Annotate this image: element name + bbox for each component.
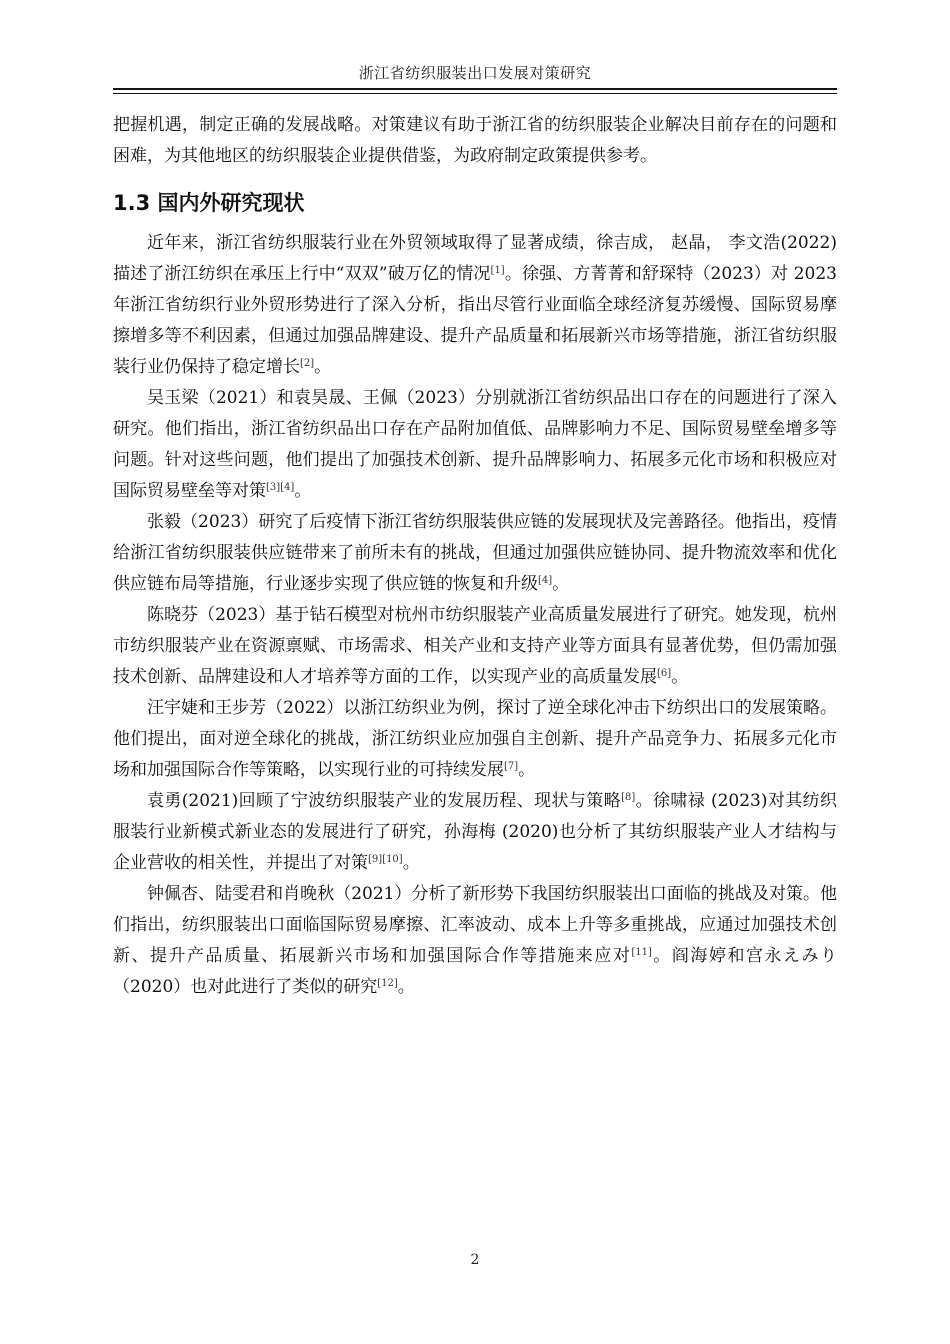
page-body: [113, 110, 837, 1003]
paragraph-text: 袁勇(2021)回顾了宁波纺织服装产业的发展历程、现状与策略: [147, 791, 622, 811]
paragraph-1: [113, 228, 837, 383]
paragraph-4: [113, 600, 837, 693]
citation-ref[interactable]: [12]: [377, 978, 398, 989]
paragraph-text: 把握机遇，制定正确的发展战略。对策建议有助于浙江省的纺织服装企业解决目前存在的问题和困难，为其他地区的纺织服装企业提供借鉴，为政府制定政策提供参考。: [113, 115, 837, 166]
paragraph-text: 。徐强、方菁菁和舒琛特（2023）对 2023 年浙江省纺织行业外贸形势进行了深入分析，指出尽管行业面临全球经济复苏缓慢、国际贸易摩擦增多等不利因素，但通过加强品牌建设、提升产品质量和拓展新兴市场等措施，浙江省纺织服装行业仍保持了稳定增长: [113, 264, 837, 377]
citation-ref[interactable]: [9][10]: [368, 854, 403, 865]
page-header-title: 浙江省纺织服装出口发展对策研究: [358, 64, 592, 82]
paragraph-text: 近年来，浙江省纺织服装行业在外贸领域取得了显著成绩，徐吉成， 赵晶， 李文浩(2022)描述了浙江纺织在承压上行中“双双”破万亿的情况: [113, 233, 837, 284]
paragraph-text: 。: [314, 357, 332, 377]
paragraph-text: 吴玉梁（2021）和袁昊晟、王佩（2023）分别就浙江省纺织品出口存在的问题进行了深入研究。他们指出，浙江省纺织品出口存在产品附加值低、品牌影响力不足、国际贸易壁垒增多等问题。针对这些问题，他们提出了加强技术创新、提升品牌影响力、拓展多元化市场和积极应对国际贸易壁垒等对策: [113, 388, 837, 501]
paragraph-text: 。徐啸禄 (2023)对其纺织服装行业新模式新业态的发展进行了研究，孙海梅 (2020)也分析了其纺织服装产业人才结构与企业营收的相关性，并提出了对策: [113, 791, 837, 873]
page-number: 2: [470, 1252, 480, 1268]
paragraph-2: [113, 383, 837, 507]
paragraph-7: [113, 879, 837, 1003]
paragraph-text: 汪宇婕和王步芳（2022）以浙江纺织业为例，探讨了逆全球化冲击下纺织出口的发展策略。他们提出，面对逆全球化的挑战，浙江纺织业应加强自主创新、提升产品竞争力、拓展多元化市场和加强国际合作等策略，以实现行业的可持续发展: [113, 698, 837, 780]
paragraph-text: 陈晓芬（2023）基于钻石模型对杭州市纺织服装产业高质量发展进行了研究。她发现，杭州市纺织服装产业在资源禀赋、市场需求、相关产业和支持产业等方面具有显著优势，但仍需加强技术创新、品牌建设和人才培养等方面的工作，以实现产业的高质量发展: [113, 605, 837, 687]
header-rule-thick: [113, 88, 837, 90]
paragraph-text: 张毅（2023）研究了后疫情下浙江省纺织服装供应链的发展现状及完善路径。他指出，疫情给浙江省纺织服装供应链带来了前所未有的挑战，但通过加强供应链协同、提升物流效率和优化供应链布局等措施，行业逐步实现了供应链的恢复和升级: [113, 512, 837, 594]
header-rule-thin: [113, 93, 837, 94]
paragraph-6: [113, 786, 837, 879]
paragraph-continuation: [113, 110, 837, 172]
paragraph-text: 。: [294, 481, 312, 501]
citation-ref[interactable]: [7]: [504, 761, 519, 772]
citation-ref[interactable]: [6]: [657, 668, 672, 679]
paragraph-text: 。: [671, 667, 689, 687]
paragraph-3: [113, 507, 837, 600]
paragraph-text: 。: [402, 853, 420, 873]
citation-ref[interactable]: [4]: [538, 575, 553, 586]
paragraph-5: [113, 693, 837, 786]
citation-ref[interactable]: [11]: [631, 947, 652, 958]
paragraph-text: 。阎海婷和宫永えみり（2020）也对此进行了类似的研究: [113, 946, 838, 997]
paragraph-text: 钟佩杏、陆雯君和肖晚秋（2021）分析了新形势下我国纺织服装出口面临的挑战及对策。他们指出，纺织服装出口面临国际贸易摩擦、汇率波动、成本上升等多重挑战，应通过加强技术创新、提升产品质量、拓展新兴市场和加强国际合作等措施来应对: [113, 884, 837, 966]
citation-ref[interactable]: [2]: [300, 358, 315, 369]
section-heading: 1.3 国内外研究现状: [113, 191, 305, 215]
paragraph-text: 。: [552, 574, 570, 594]
paragraph-text: 。: [518, 760, 536, 780]
paragraph-text: 。: [397, 977, 415, 997]
citation-ref[interactable]: [3][4]: [266, 482, 295, 493]
citation-ref[interactable]: [1]: [490, 265, 505, 276]
citation-ref[interactable]: [8]: [621, 792, 636, 803]
